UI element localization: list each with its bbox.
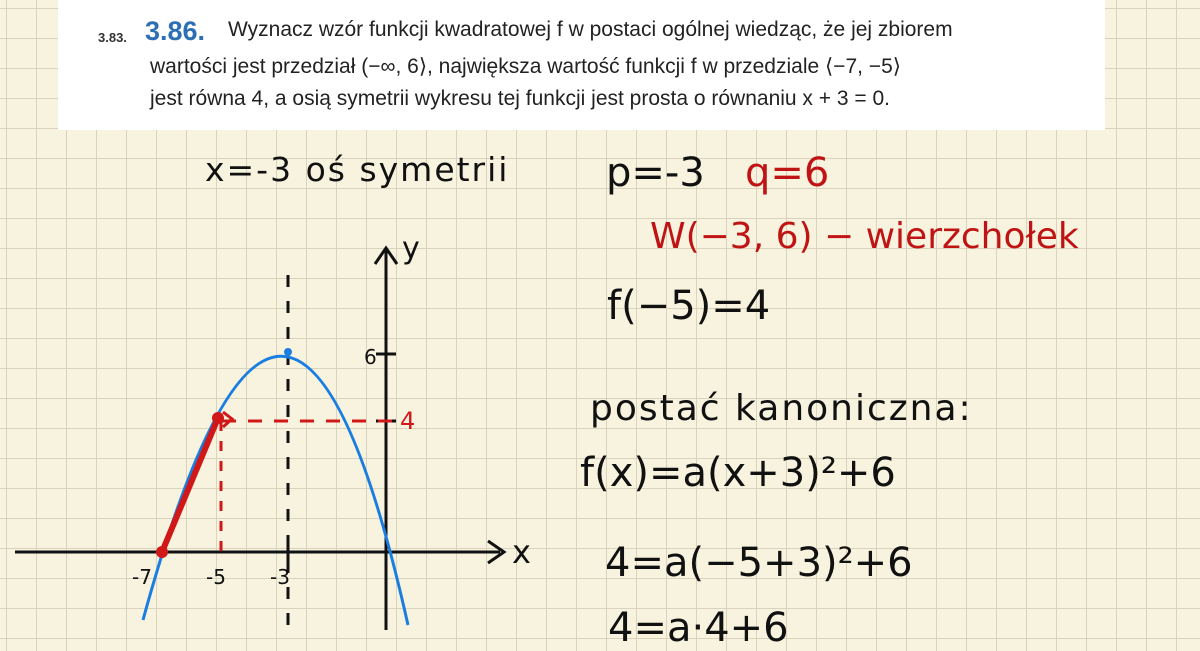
note-canonical-formula: f(x)=a(x+3)²+6 [580,450,896,496]
note-canonical-title: postać kanoniczna: [590,388,973,429]
note-q-value: q=6 [745,150,830,196]
tick-label-y-4: 4 [400,407,416,435]
axis-label-x: x [512,533,531,571]
problem-line-3: jest równa 4, a osią symetrii wykresu tej funkcji jest prosta o równaniu x + 3 = 0. [150,87,890,110]
problem-number-old: 3.83. [98,30,127,45]
tick-label-x-m3: -3 [270,565,290,589]
axis-label-y: y [402,231,420,266]
note-symmetry-axis: x=-3 oś symetrii [205,150,510,189]
note-partial-line: 4=a·4+6 [608,605,789,651]
vertex-point [284,348,292,356]
tick-label-x-m7: -7 [132,565,152,589]
problem-line-2: wartości jest przedział (−∞, 6⟩, największa wartość funkcji f w przedziale ⟨−7, −5⟩ [150,55,901,78]
segment-m7-m5 [162,418,218,552]
problem-line-1: Wyznacz wzór funkcji kwadratowej f w postaci ogólnej wiedząc, że jej zbiorem [228,18,953,41]
problem-number: 3.86. [145,16,206,46]
note-p-value: p=-3 [606,150,705,196]
note-vertex: W(−3, 6) − wierzchołek [650,216,1079,257]
tick-label-y-6: 6 [364,345,377,369]
note-substitution: 4=a(−5+3)²+6 [605,540,913,586]
point-m5-4 [212,412,224,424]
tick-label-x-m5: -5 [206,565,226,589]
note-f-value: f(−5)=4 [607,283,771,329]
point-x-m7 [156,546,168,558]
